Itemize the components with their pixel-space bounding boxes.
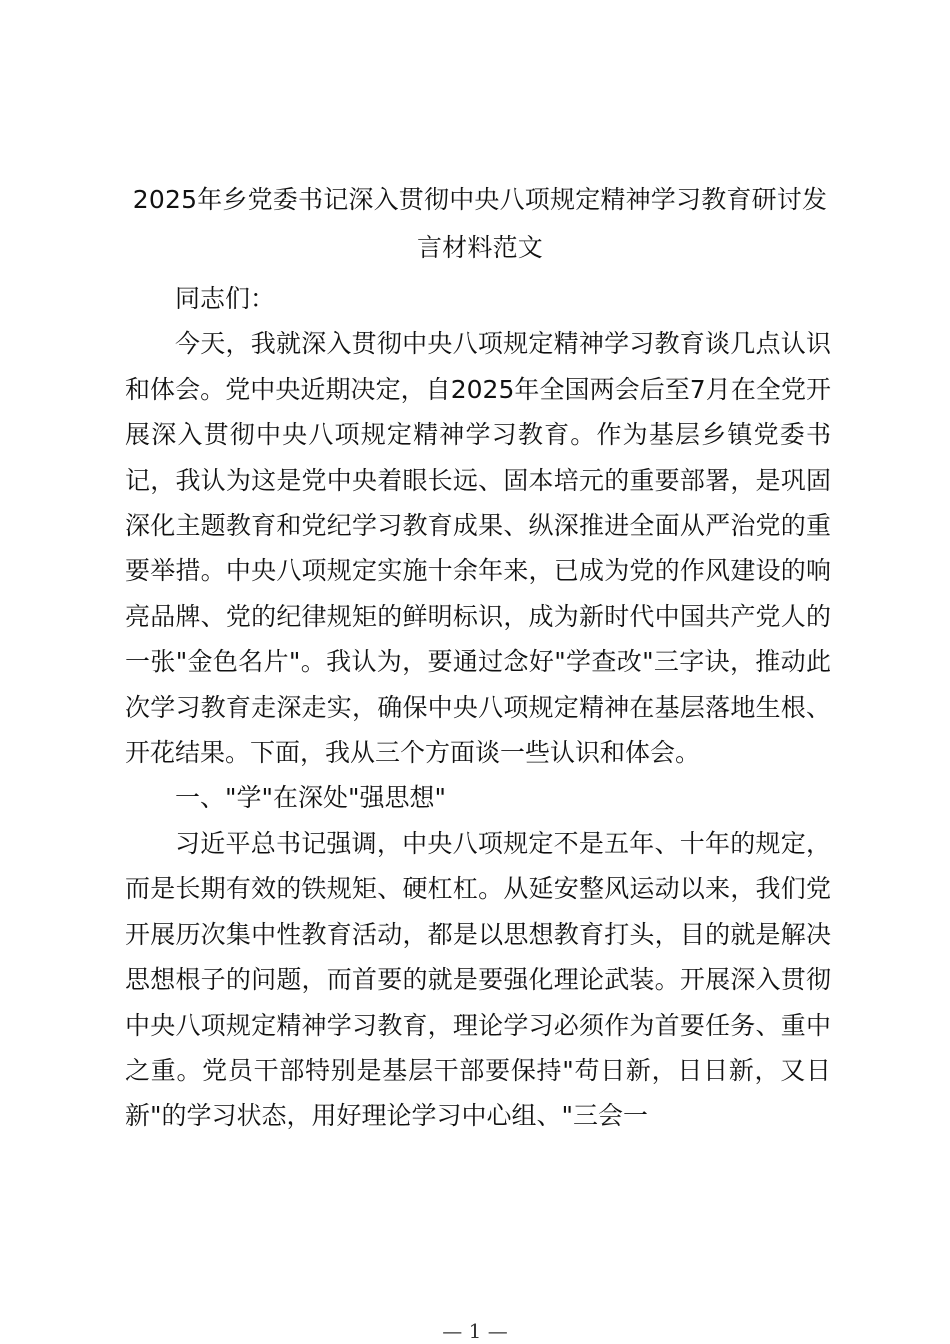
salutation-paragraph: 同志们： (175, 284, 276, 313)
section-1-paragraph: 习近平总书记强调，中央八项规定不是五年、十年的规定，而是长期有效的铁规矩、硬杠杠。从延安整风运动以来，我们党开展历次集中性教育活动，都是以思想教育打头，目的就是解决思想根子的问题，而首要的就是要强化理论武装。开展深入贯彻中央八项规定精神学习教育，理论学习必须作为首要任务、重中之重。党员干部特别是基层干部要保持"苟日新，日日新，又日新"的学习状态，用好理论学习中心组、"三会一 (125, 828, 831, 1131)
document-title: 2025年乡党委书记深入贯彻中央八项规定精神学习教育研讨发言材料范文 (132, 185, 828, 262)
page-number: — 1 — (442, 1319, 508, 1343)
document-body (125, 276, 831, 1139)
intro-paragraph: 今天，我就深入贯彻中央八项规定精神学习教育谈几点认识和体会。党中央近期决定，自2025年全国两会后至7月在全党开展深入贯彻中央八项规定精神学习教育。作为基层乡镇党委书记，我认为这是党中央着眼长远、固本培元的重要部署，是巩固深化主题教育和党纪学习教育成果、纵深推进全面从严治党的重要举措。中央八项规定实施十余年来，已成为党的作风建设的响亮品牌、党的纪律规矩的鲜明标识，成为新时代中国共产党人的一张"金色名片"。我认为，要通过念好"学查改"三字诀，推动此次学习教育走深走实，确保中央八项规定精神在基层落地生根、开花结果。下面，我从三个方面谈一些认识和体会。 (125, 329, 831, 768)
section-heading-1: 一、"学"在深处"强思想" (175, 783, 446, 813)
